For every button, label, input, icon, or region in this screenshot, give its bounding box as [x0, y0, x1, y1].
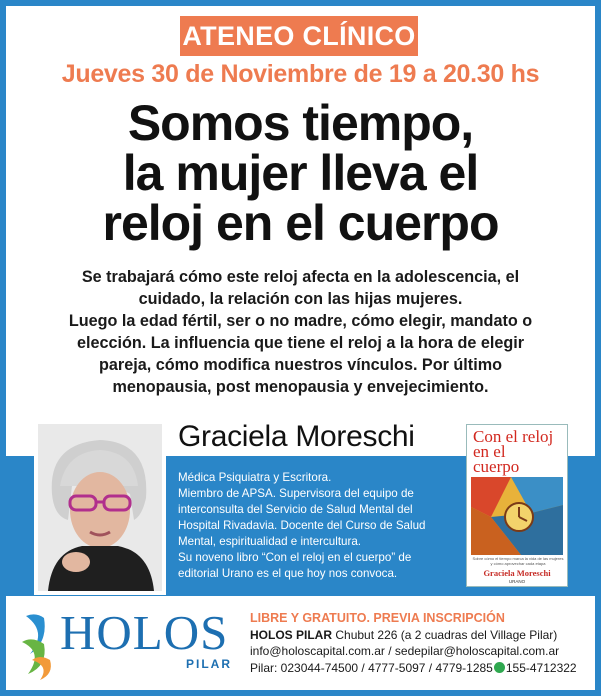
bio-line: Mental, espiritualidad e intercultura. [178, 535, 362, 548]
description-line: pareja, cómo modifica nuestros vínculos. Por último [99, 356, 502, 374]
speaker-photo [34, 420, 166, 595]
event-date: Jueves 30 de Noviembre de 19 a 20.30 hs [61, 60, 540, 88]
address-line [250, 627, 595, 644]
phone-numbers: Pilar: 023044-74500 / 4777-5097 / 4779-1285 [250, 660, 493, 675]
portrait-image [38, 424, 162, 591]
logo-name: HOLOS [60, 605, 229, 660]
bio-line: Su noveno libro “Con el reloj en el cuerpo” de [178, 551, 412, 564]
speaker-bio [178, 470, 458, 582]
book-title-line: Con el reloj [473, 427, 554, 446]
email-line[interactable]: info@holoscapital.com.ar / sedepilar@holoscapital.com.ar [250, 644, 560, 658]
title-line: Somos tiempo, [127, 95, 474, 151]
book-title-line: en el [473, 442, 506, 461]
description-line: menopausia, post menopausia y envejecimiento. [112, 378, 489, 396]
description-line: elección. La influencia que tiene el reloj a la hora de elegir [76, 334, 525, 352]
free-entry-label: LIBRE Y GRATUITO. PREVIA INSCRIPCIÓN [250, 611, 505, 625]
description-line: cuidado, la relación con las hijas mujeres. [138, 290, 463, 308]
book-subtitle: Sobre cómo el tiempo marca la vida de las mujeres y cómo aprovechar cada etapa [472, 556, 564, 566]
whatsapp-number: 155-4712322 [505, 660, 577, 675]
address-text: Chubut 226 (a 2 cuadras del Village Pilar) [335, 627, 558, 642]
book-art-image [471, 477, 563, 555]
title-line: reloj en el cuerpo [102, 195, 499, 251]
event-title [0, 95, 601, 251]
book-cover [466, 424, 568, 587]
bio-line: interconsulta del Servicio de Salud Mental del [178, 503, 413, 516]
event-description [20, 266, 581, 398]
bio-line: editorial Urano es el que hoy nos convoca. [178, 567, 398, 580]
event-badge: ATENEO CLÍNICO [180, 16, 418, 56]
description-line: Se trabajará cómo este reloj afecta en la adolescencia, el [81, 268, 520, 286]
book-title-line: cuerpo [473, 457, 520, 476]
bio-line: Miembro de APSA. Supervisora del equipo de [178, 487, 414, 500]
whatsapp-icon [494, 662, 505, 673]
book-publisher: URANO [508, 579, 526, 584]
description-line: Luego la edad fértil, ser o no madre, cómo elegir, mandato o [68, 312, 533, 330]
address-label: HOLOS PILAR [250, 627, 333, 642]
bio-line: Médica Psiquiatra y Escritora. [178, 471, 332, 484]
phone-line [250, 660, 595, 677]
speaker-name: Graciela Moreschi [178, 420, 415, 453]
logo-sub: PILAR [186, 657, 232, 671]
title-line: la mujer lleva el [122, 145, 479, 201]
bio-line: Hospital Rivadavia. Docente del Curso de Salud [178, 519, 426, 532]
contact-block [250, 610, 595, 676]
book-author: Graciela Moreschi [483, 568, 551, 578]
book-title [473, 429, 553, 474]
